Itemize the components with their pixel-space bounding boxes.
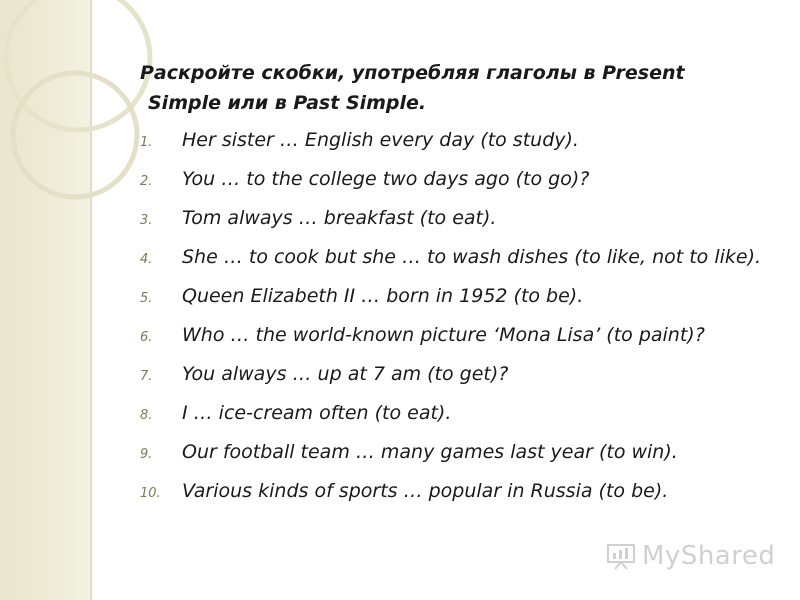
item-number: 5. xyxy=(140,291,153,306)
item-number: 4. xyxy=(140,252,153,267)
slide-content xyxy=(110,58,770,516)
title-line-1: Раскройте скобки, употребляя глаголы в Present xyxy=(140,62,685,84)
item-number: 10. xyxy=(140,486,161,501)
presentation-board-icon xyxy=(606,541,636,571)
item-text: Queen Elizabeth II … born in 1952 (to be). xyxy=(182,285,584,307)
item-text: You … to the college two days ago (to go)? xyxy=(182,168,590,190)
list-item xyxy=(110,126,770,155)
item-number: 1. xyxy=(140,135,153,150)
list-item xyxy=(110,360,770,389)
list-item xyxy=(110,165,770,194)
item-text: Who … the world-known picture ‘Mona Lisa’ (to paint)? xyxy=(182,324,705,346)
watermark-text: MyShared xyxy=(642,541,776,571)
list-item xyxy=(110,477,770,506)
item-text: I … ice-cream often (to eat). xyxy=(182,402,452,424)
item-number: 9. xyxy=(140,447,153,462)
list-item xyxy=(110,438,770,467)
item-number: 8. xyxy=(140,408,153,423)
item-text: Various kinds of sports … popular in Russia (to be). xyxy=(182,480,669,502)
item-number: 2. xyxy=(140,174,153,189)
item-text: She … to cook but she … to wash dishes (to like, not to like). xyxy=(182,246,762,268)
slide-title xyxy=(140,58,770,118)
item-text: Tom always … breakfast (to eat). xyxy=(182,207,497,229)
list-item xyxy=(110,282,770,311)
title-line-2: Simple или в Past Simple. xyxy=(148,92,427,114)
item-text: You always … up at 7 am (to get)? xyxy=(182,363,509,385)
item-text: Her sister … English every day (to study). xyxy=(182,129,579,151)
item-number: 6. xyxy=(140,330,153,345)
list-item xyxy=(110,321,770,350)
myshared-watermark xyxy=(606,538,786,574)
item-number: 7. xyxy=(140,369,153,384)
exercise-list xyxy=(110,126,770,506)
list-item xyxy=(110,243,770,272)
list-item xyxy=(110,204,770,233)
item-number: 3. xyxy=(140,213,153,228)
list-item xyxy=(110,399,770,428)
item-text: Our football team … many games last year (to win). xyxy=(182,441,678,463)
